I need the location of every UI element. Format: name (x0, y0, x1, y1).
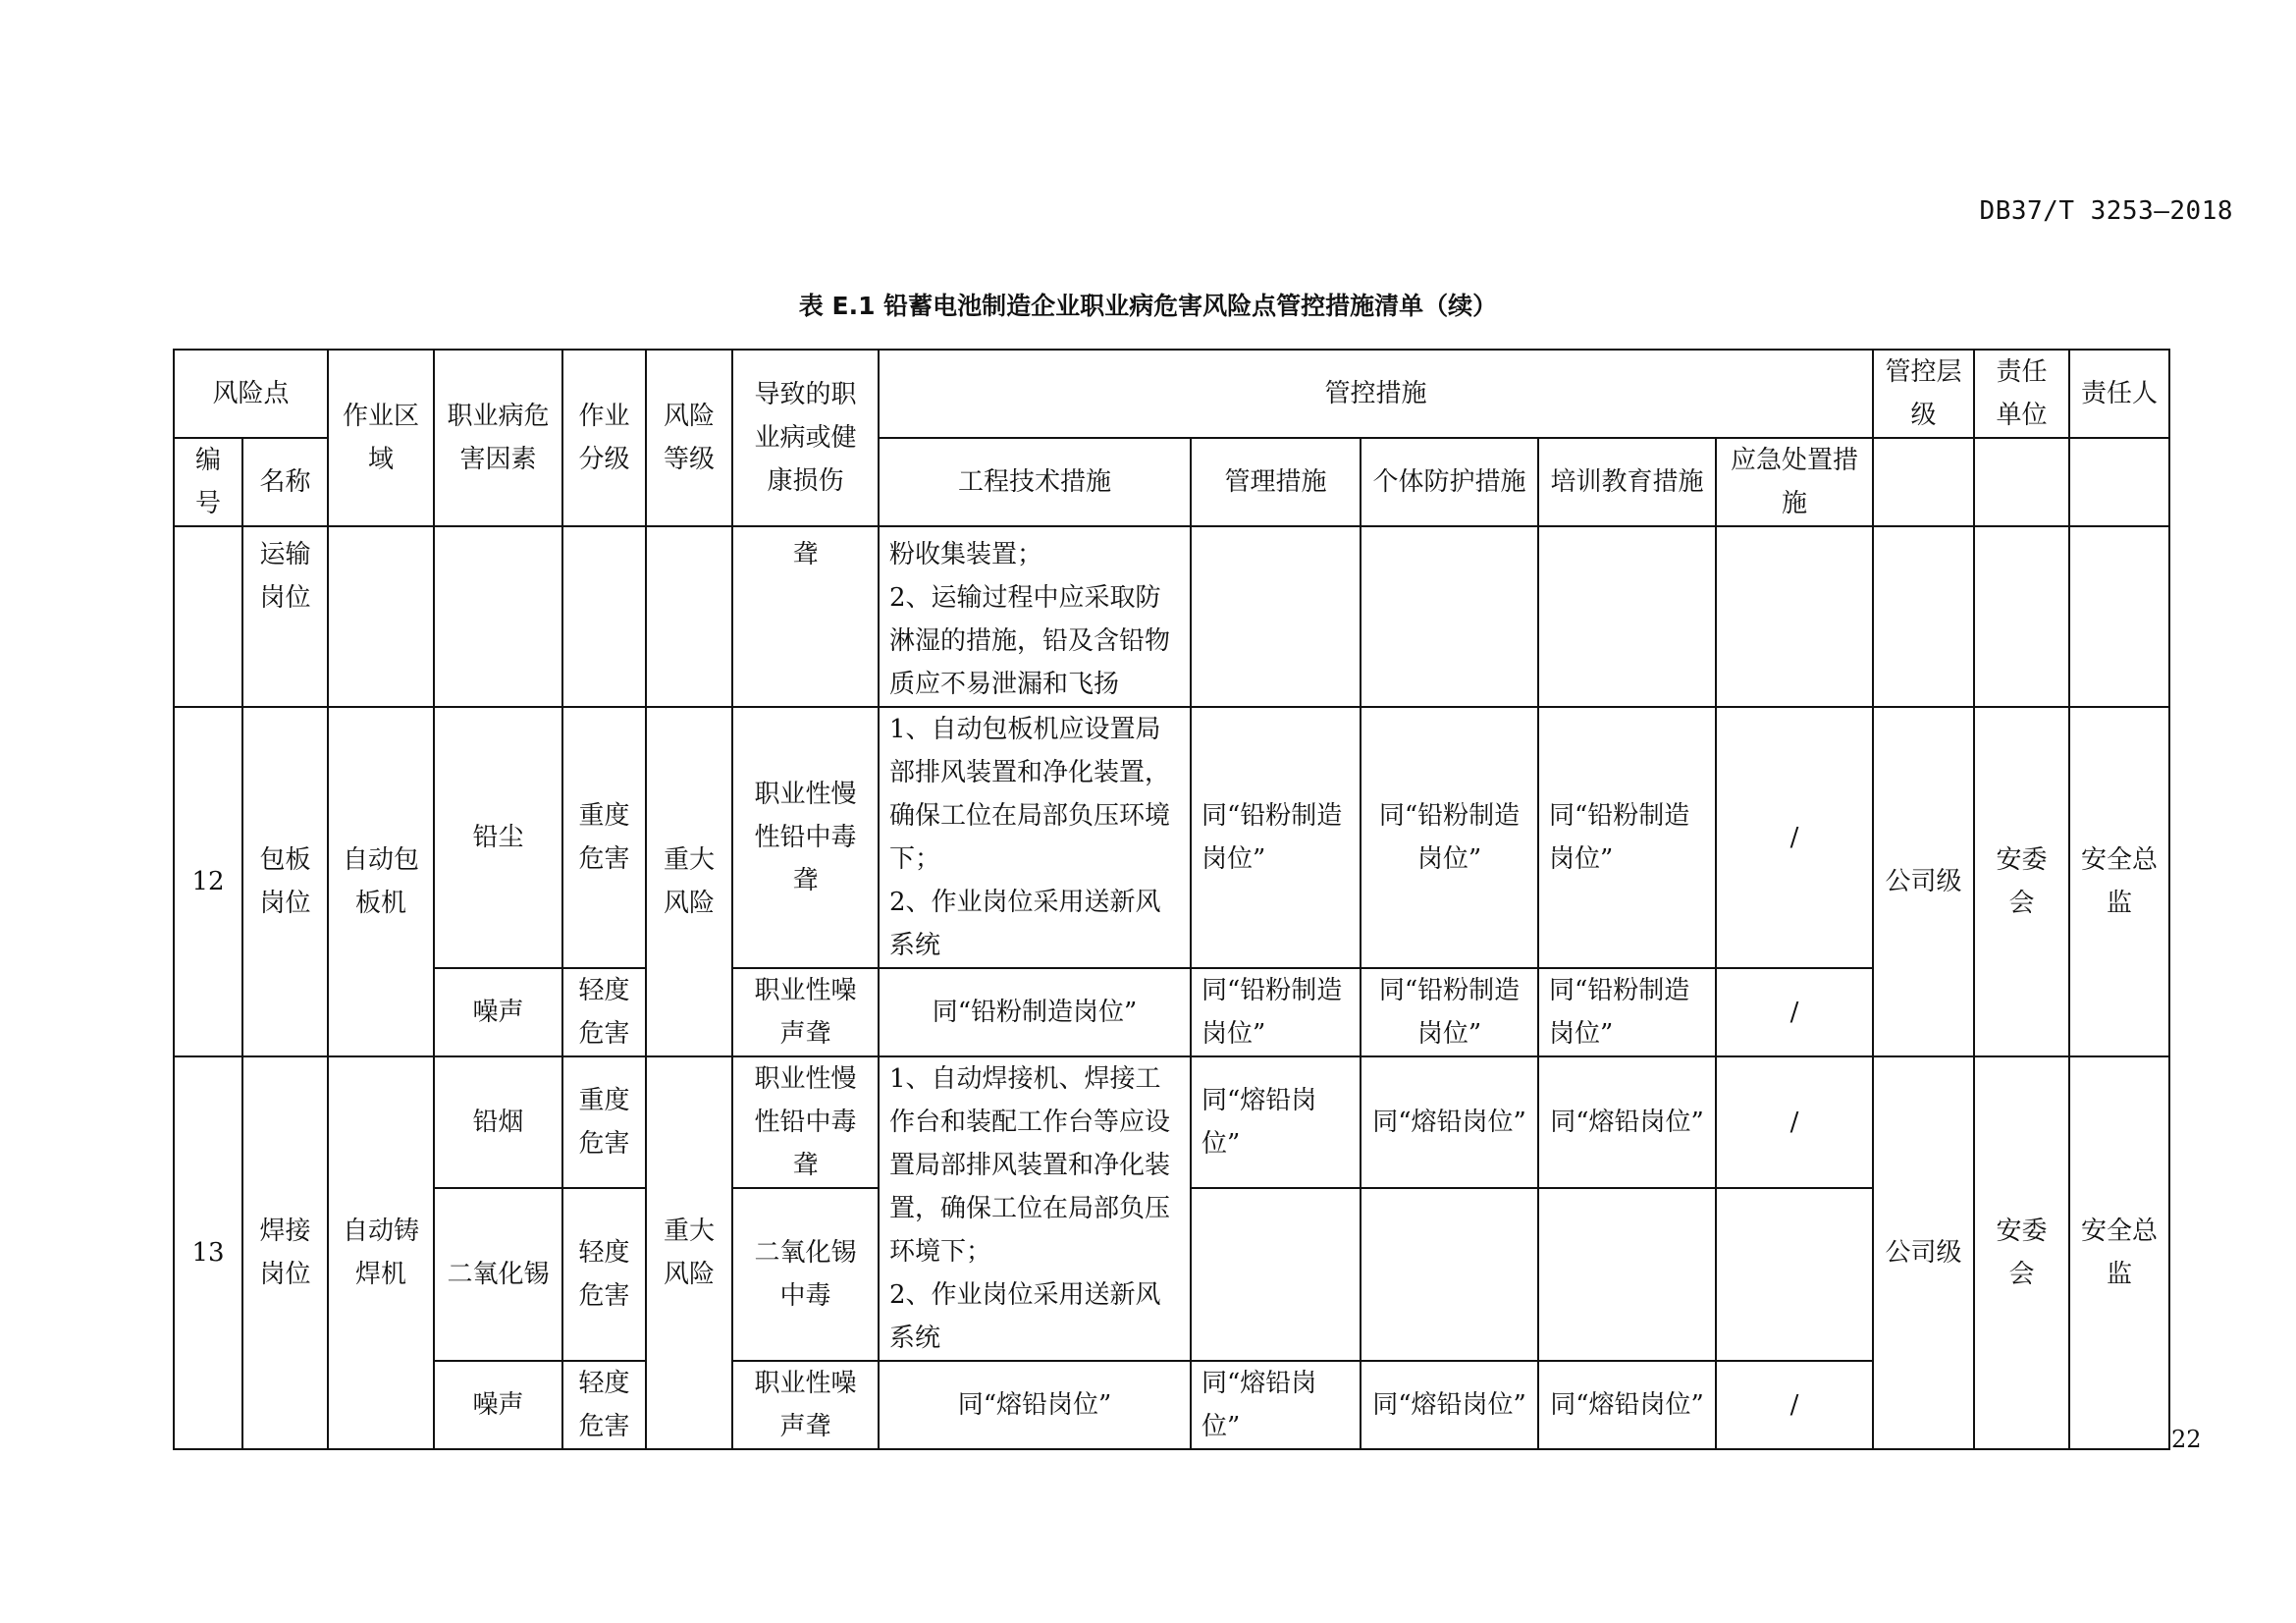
header-name: 名称 (242, 438, 328, 526)
header-control-level: 管控层级 (1873, 350, 1974, 438)
cell (434, 526, 562, 707)
r13-disease-c: 职业性噪声聋 (732, 1361, 879, 1449)
cell (1191, 526, 1361, 707)
cell (562, 526, 646, 707)
r12-training-b: 同“铅粉制造岗位” (1538, 968, 1716, 1056)
r12-management-b: 同“铅粉制造岗位” (1191, 968, 1361, 1056)
r13-grade-c: 轻度危害 (562, 1361, 646, 1449)
r13-management-a: 同“熔铅岗位” (1191, 1056, 1361, 1188)
header-control-measures: 管控措施 (879, 350, 1873, 438)
header-risk-level: 风险等级 (646, 350, 732, 526)
r12-name: 包板岗位 (242, 707, 328, 1056)
header-control-level-blank (1873, 438, 1974, 526)
cell (328, 526, 434, 707)
cont-engineering: 粉收集装置； 2、运输过程中应采取防淋湿的措施，铅及含铅物质应不易泄漏和飞扬 (879, 526, 1191, 707)
r13-emergency-c: / (1716, 1361, 1873, 1449)
table-caption: 表 E.1 铅蓄电池制造企业职业病危害风险点管控措施清单（续） (798, 292, 1498, 320)
r12-number: 12 (174, 707, 242, 1056)
cont-name: 运输岗位 (242, 526, 328, 707)
r13-unit: 安委会 (1974, 1056, 2069, 1449)
header-resp-unit-blank (1974, 438, 2069, 526)
cont-disease: 聋 (732, 526, 879, 707)
r13-factor-lead-fume: 铅烟 (434, 1056, 562, 1188)
header-engineering: 工程技术措施 (879, 438, 1191, 526)
header-risk-point: 风险点 (174, 350, 328, 438)
header-resp-person: 责任人 (2069, 350, 2169, 438)
r13-training-a: 同“熔铅岗位” (1538, 1056, 1716, 1188)
r12-factor-noise: 噪声 (434, 968, 562, 1056)
r13-factor-noise: 噪声 (434, 1361, 562, 1449)
r13-grade-b: 轻度危害 (562, 1188, 646, 1361)
r12-engineering-b: 同“铅粉制造岗位” (879, 968, 1191, 1056)
header-personal: 个体防护措施 (1361, 438, 1538, 526)
r12-training-a: 同“铅粉制造岗位” (1538, 707, 1716, 968)
header-work-area: 作业区域 (328, 350, 434, 526)
r13-engineering: 1、自动焊接机、焊接工作台和装配工作台等应设置局部排风装置和净化装置，确保工位在局部负压环境下； 2、作业岗位采用送新风系统 (879, 1056, 1191, 1361)
r12-emergency-a: / (1716, 707, 1873, 968)
cell (646, 526, 732, 707)
header-resp-unit: 责任单位 (1974, 350, 2069, 438)
cell (174, 526, 242, 707)
r13-factor-tin-dioxide: 二氧化锡 (434, 1188, 562, 1361)
header-disease: 导致的职业病或健康损伤 (732, 350, 879, 526)
header-management: 管理措施 (1191, 438, 1361, 526)
cell (2069, 526, 2169, 707)
r12-personal-b: 同“铅粉制造岗位” (1361, 968, 1538, 1056)
page-number: 22 (2171, 1426, 2202, 1453)
r12-grade-b: 轻度危害 (562, 968, 646, 1056)
r13-management-c: 同“熔铅岗位” (1191, 1361, 1361, 1449)
r12-management-a: 同“铅粉制造岗位” (1191, 707, 1361, 968)
r12-grade-a: 重度危害 (562, 707, 646, 968)
r12-disease-a: 职业性慢性铅中毒聋 (732, 707, 879, 968)
r13-grade-a: 重度危害 (562, 1056, 646, 1188)
r12-unit: 安委会 (1974, 707, 2069, 1056)
risk-control-table (173, 349, 2170, 1450)
r12-emergency-b: / (1716, 968, 1873, 1056)
r12-area: 自动包板机 (328, 707, 434, 1056)
header-training: 培训教育措施 (1538, 438, 1716, 526)
header-hazard-factor: 职业病危害因素 (434, 350, 562, 526)
cell (1538, 1188, 1716, 1361)
r12-factor-lead-dust: 铅尘 (434, 707, 562, 968)
cell (1361, 1188, 1538, 1361)
cell (1873, 526, 1974, 707)
r13-training-c: 同“熔铅岗位” (1538, 1361, 1716, 1449)
r13-emergency-a: / (1716, 1056, 1873, 1188)
r13-control-level: 公司级 (1873, 1056, 1974, 1449)
r12-risk-level: 重大风险 (646, 707, 732, 1056)
header-work-grade: 作业分级 (562, 350, 646, 526)
cell (1191, 1188, 1361, 1361)
header-emergency: 应急处置措施 (1716, 438, 1873, 526)
r12-personal-a: 同“铅粉制造岗位” (1361, 707, 1538, 968)
header-number: 编号 (174, 438, 242, 526)
r13-engineering-c: 同“熔铅岗位” (879, 1361, 1191, 1449)
cell (1538, 526, 1716, 707)
r13-personal-a: 同“熔铅岗位” (1361, 1056, 1538, 1188)
document-code: DB37/T 3253—2018 (1979, 196, 2233, 226)
r13-risk-level: 重大风险 (646, 1056, 732, 1449)
r12-person: 安全总监 (2069, 707, 2169, 1056)
r13-number: 13 (174, 1056, 242, 1449)
r13-area: 自动铸焊机 (328, 1056, 434, 1449)
header-resp-person-blank (2069, 438, 2169, 526)
cell (1361, 526, 1538, 707)
r13-disease-b: 二氧化锡中毒 (732, 1188, 879, 1361)
r13-name: 焊接岗位 (242, 1056, 328, 1449)
cell (1974, 526, 2069, 707)
cell (1716, 526, 1873, 707)
r13-personal-c: 同“熔铅岗位” (1361, 1361, 1538, 1449)
r12-control-level: 公司级 (1873, 707, 1974, 1056)
r12-engineering-a: 1、自动包板机应设置局部排风装置和净化装置，确保工位在局部负压环境下； 2、作业岗位采用送新风系统 (879, 707, 1191, 968)
r12-disease-b: 职业性噪声聋 (732, 968, 879, 1056)
cell (1716, 1188, 1873, 1361)
r13-disease-a: 职业性慢性铅中毒聋 (732, 1056, 879, 1188)
r13-person: 安全总监 (2069, 1056, 2169, 1449)
